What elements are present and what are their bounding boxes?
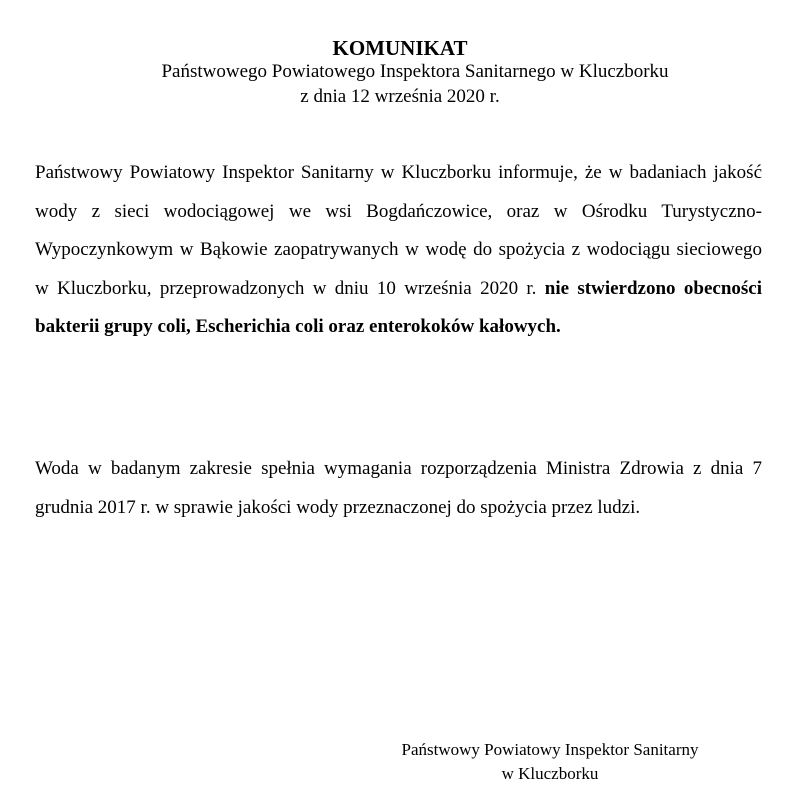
announcement-paragraph [35, 154, 762, 347]
signature-location: w Kluczborku [501, 764, 599, 783]
signature-block [360, 738, 740, 786]
compliance-paragraph: Woda w badanym zakresie spełnia wymagania rozporządzenia Ministra Zdrowia z dnia 7 grudnia 2017 r. w sprawie jakości wody przeznaczonej do spożycia przez ludzi. [35, 458, 762, 518]
document-title: KOMUNIKAT [332, 36, 468, 60]
signature-title: Państwowy Powiatowy Inspektor Sanitarny [401, 740, 699, 759]
issuer-subtitle: Państwowego Powiatowego Inspektora Sanitarnego w Kluczborku [161, 61, 669, 82]
document-header [0, 36, 800, 109]
announcement-text: Państwowy Powiatowy Inspektor Sanitarny w Kluczborku informuje, że w badaniach jakość wody z sieci wodociągowej we wsi Bogdańczowice, oraz w Ośrodku Turystyczno-Wypoczynkowym w Bąkowie zaopatrywanych w wodę do spożycia z wodociągu sieciowego w Kluczborku, przeprowadzonych w dniu 10 września 2020 r. [35, 162, 762, 299]
announcement-result: nie stwierdzono obecności bakterii grupy coli, Escherichia coli oraz enterokoków kałowych. [35, 277, 762, 337]
issue-date: z dnia 12 września 2020 r. [300, 86, 500, 107]
